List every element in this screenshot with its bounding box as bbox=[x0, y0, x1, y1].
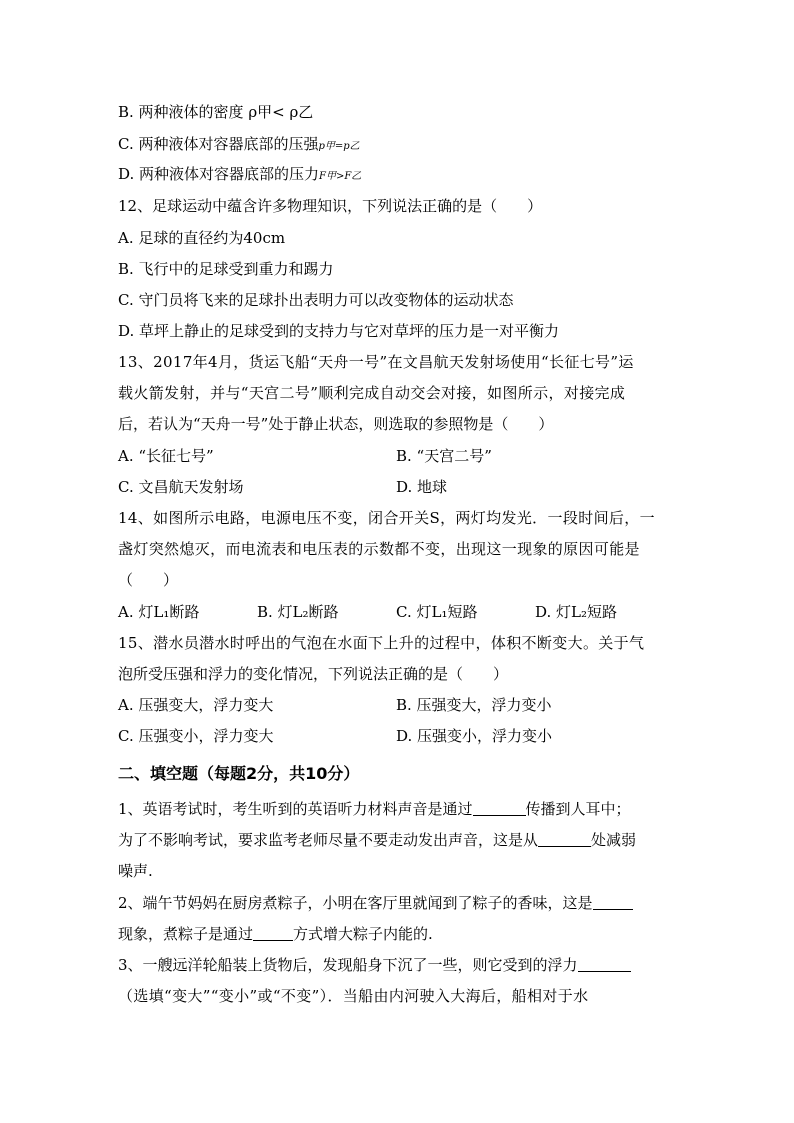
q13-option-a: A. “长征七号” bbox=[118, 447, 214, 465]
q11-option-d: D. 两种液体对容器底部的压力F甲>F乙 bbox=[118, 165, 362, 183]
fill2-line1: 2、端午节妈妈在厨房煮粽子，小明在客厅里就闻到了粽子的香味，这是 bbox=[118, 893, 633, 913]
q15-stem-line2: 泡所受压强和浮力的变化情况，下列说法正确的是（ ） bbox=[118, 665, 509, 683]
q14-option-d: D. 灯L₂短路 bbox=[535, 603, 618, 621]
answer-blank[interactable] bbox=[253, 925, 293, 941]
answer-blank[interactable] bbox=[538, 831, 591, 847]
fill3-line2: （选填“变大”“变小”或“不变”）．当船由内河驶入大海后，船相对于水 bbox=[118, 987, 589, 1005]
q12-option-d: D. 草坪上静止的足球受到的支持力与它对草坪的压力是一对平衡力 bbox=[118, 322, 560, 340]
q13-option-d: D. 地球 bbox=[396, 478, 448, 496]
q13-stem-line3: 后，若认为“天舟一号”处于静止状态，则选取的参照物是（ ） bbox=[118, 415, 554, 433]
q13-stem-line2: 载火箭发射，并与“天宫二号”顺利完成自动交会对接，如图所示，对接完成 bbox=[118, 384, 626, 402]
fill1-line3: 噪声. bbox=[118, 862, 153, 880]
q14-stem-line2: 盏灯突然熄灭，而电流表和电压表的示数都不变，出现这一现象的原因可能是 bbox=[118, 540, 640, 558]
q14-option-c: C. 灯L₁短路 bbox=[396, 603, 478, 621]
q12-option-b: B. 飞行中的足球受到重力和踢力 bbox=[118, 260, 334, 278]
q15-option-c: C. 压强变小，浮力变大 bbox=[118, 727, 274, 745]
q14-stem-line1: 14、如图所示电路，电源电压不变，闭合开关S，两灯均发光．一段时间后，一 bbox=[118, 509, 655, 527]
fill1-line2: 为了不影响考试，要求监考老师尽量不要走动发出声音，这是从 处减弱 bbox=[118, 831, 637, 849]
q14-stem-line3: （ ） bbox=[118, 571, 179, 589]
answer-blank[interactable] bbox=[473, 800, 526, 816]
q12-stem: 12、足球运动中蕴含许多物理知识，下列说法正确的是（ ） bbox=[118, 197, 543, 215]
q13-option-c: C. 文昌航天发射场 bbox=[118, 478, 244, 496]
q11-option-c: C. 两种液体对容器底部的压强p甲=p乙 bbox=[118, 135, 360, 153]
fill1-line1: 1、英语考试时，考生听到的英语听力材料声音是通过 传播到人耳中； bbox=[118, 800, 631, 818]
q11-option-b: B. 两种液体的密度 ρ甲< ρ乙 bbox=[118, 103, 314, 121]
q14-option-a: A. 灯L₁断路 bbox=[118, 603, 200, 621]
section-heading: 二、填空题（每题2分，共10分） bbox=[118, 764, 360, 783]
answer-blank[interactable] bbox=[578, 956, 631, 972]
fill2-line2: 现象，煮粽子是通过 方式增大粽子内能的. bbox=[118, 925, 433, 943]
q15-option-a: A. 压强变大，浮力变大 bbox=[118, 696, 274, 714]
q12-option-a: A. 足球的直径约为40cm bbox=[118, 229, 286, 247]
answer-blank[interactable] bbox=[593, 894, 633, 910]
q14-option-b: B. 灯L₂断路 bbox=[257, 603, 339, 621]
q15-option-d: D. 压强变小，浮力变小 bbox=[396, 727, 553, 745]
q13-stem-line1: 13、2017年4月，货运飞船“天舟一号”在文昌航天发射场使用“长征七号”运 bbox=[118, 353, 634, 371]
q12-option-c: C. 守门员将飞来的足球扑出表明力可以改变物体的运动状态 bbox=[118, 291, 514, 309]
fill3-line1: 3、一艘远洋轮船装上货物后，发现船身下沉了一些，则它受到的浮力 bbox=[118, 955, 631, 975]
q15-stem-line1: 15、潜水员潜水时呼出的气泡在水面下上升的过程中，体积不断变大。关于气 bbox=[118, 634, 645, 652]
q15-option-b: B. 压强变大，浮力变小 bbox=[396, 696, 552, 714]
q13-option-b: B. “天宫二号” bbox=[396, 447, 492, 465]
